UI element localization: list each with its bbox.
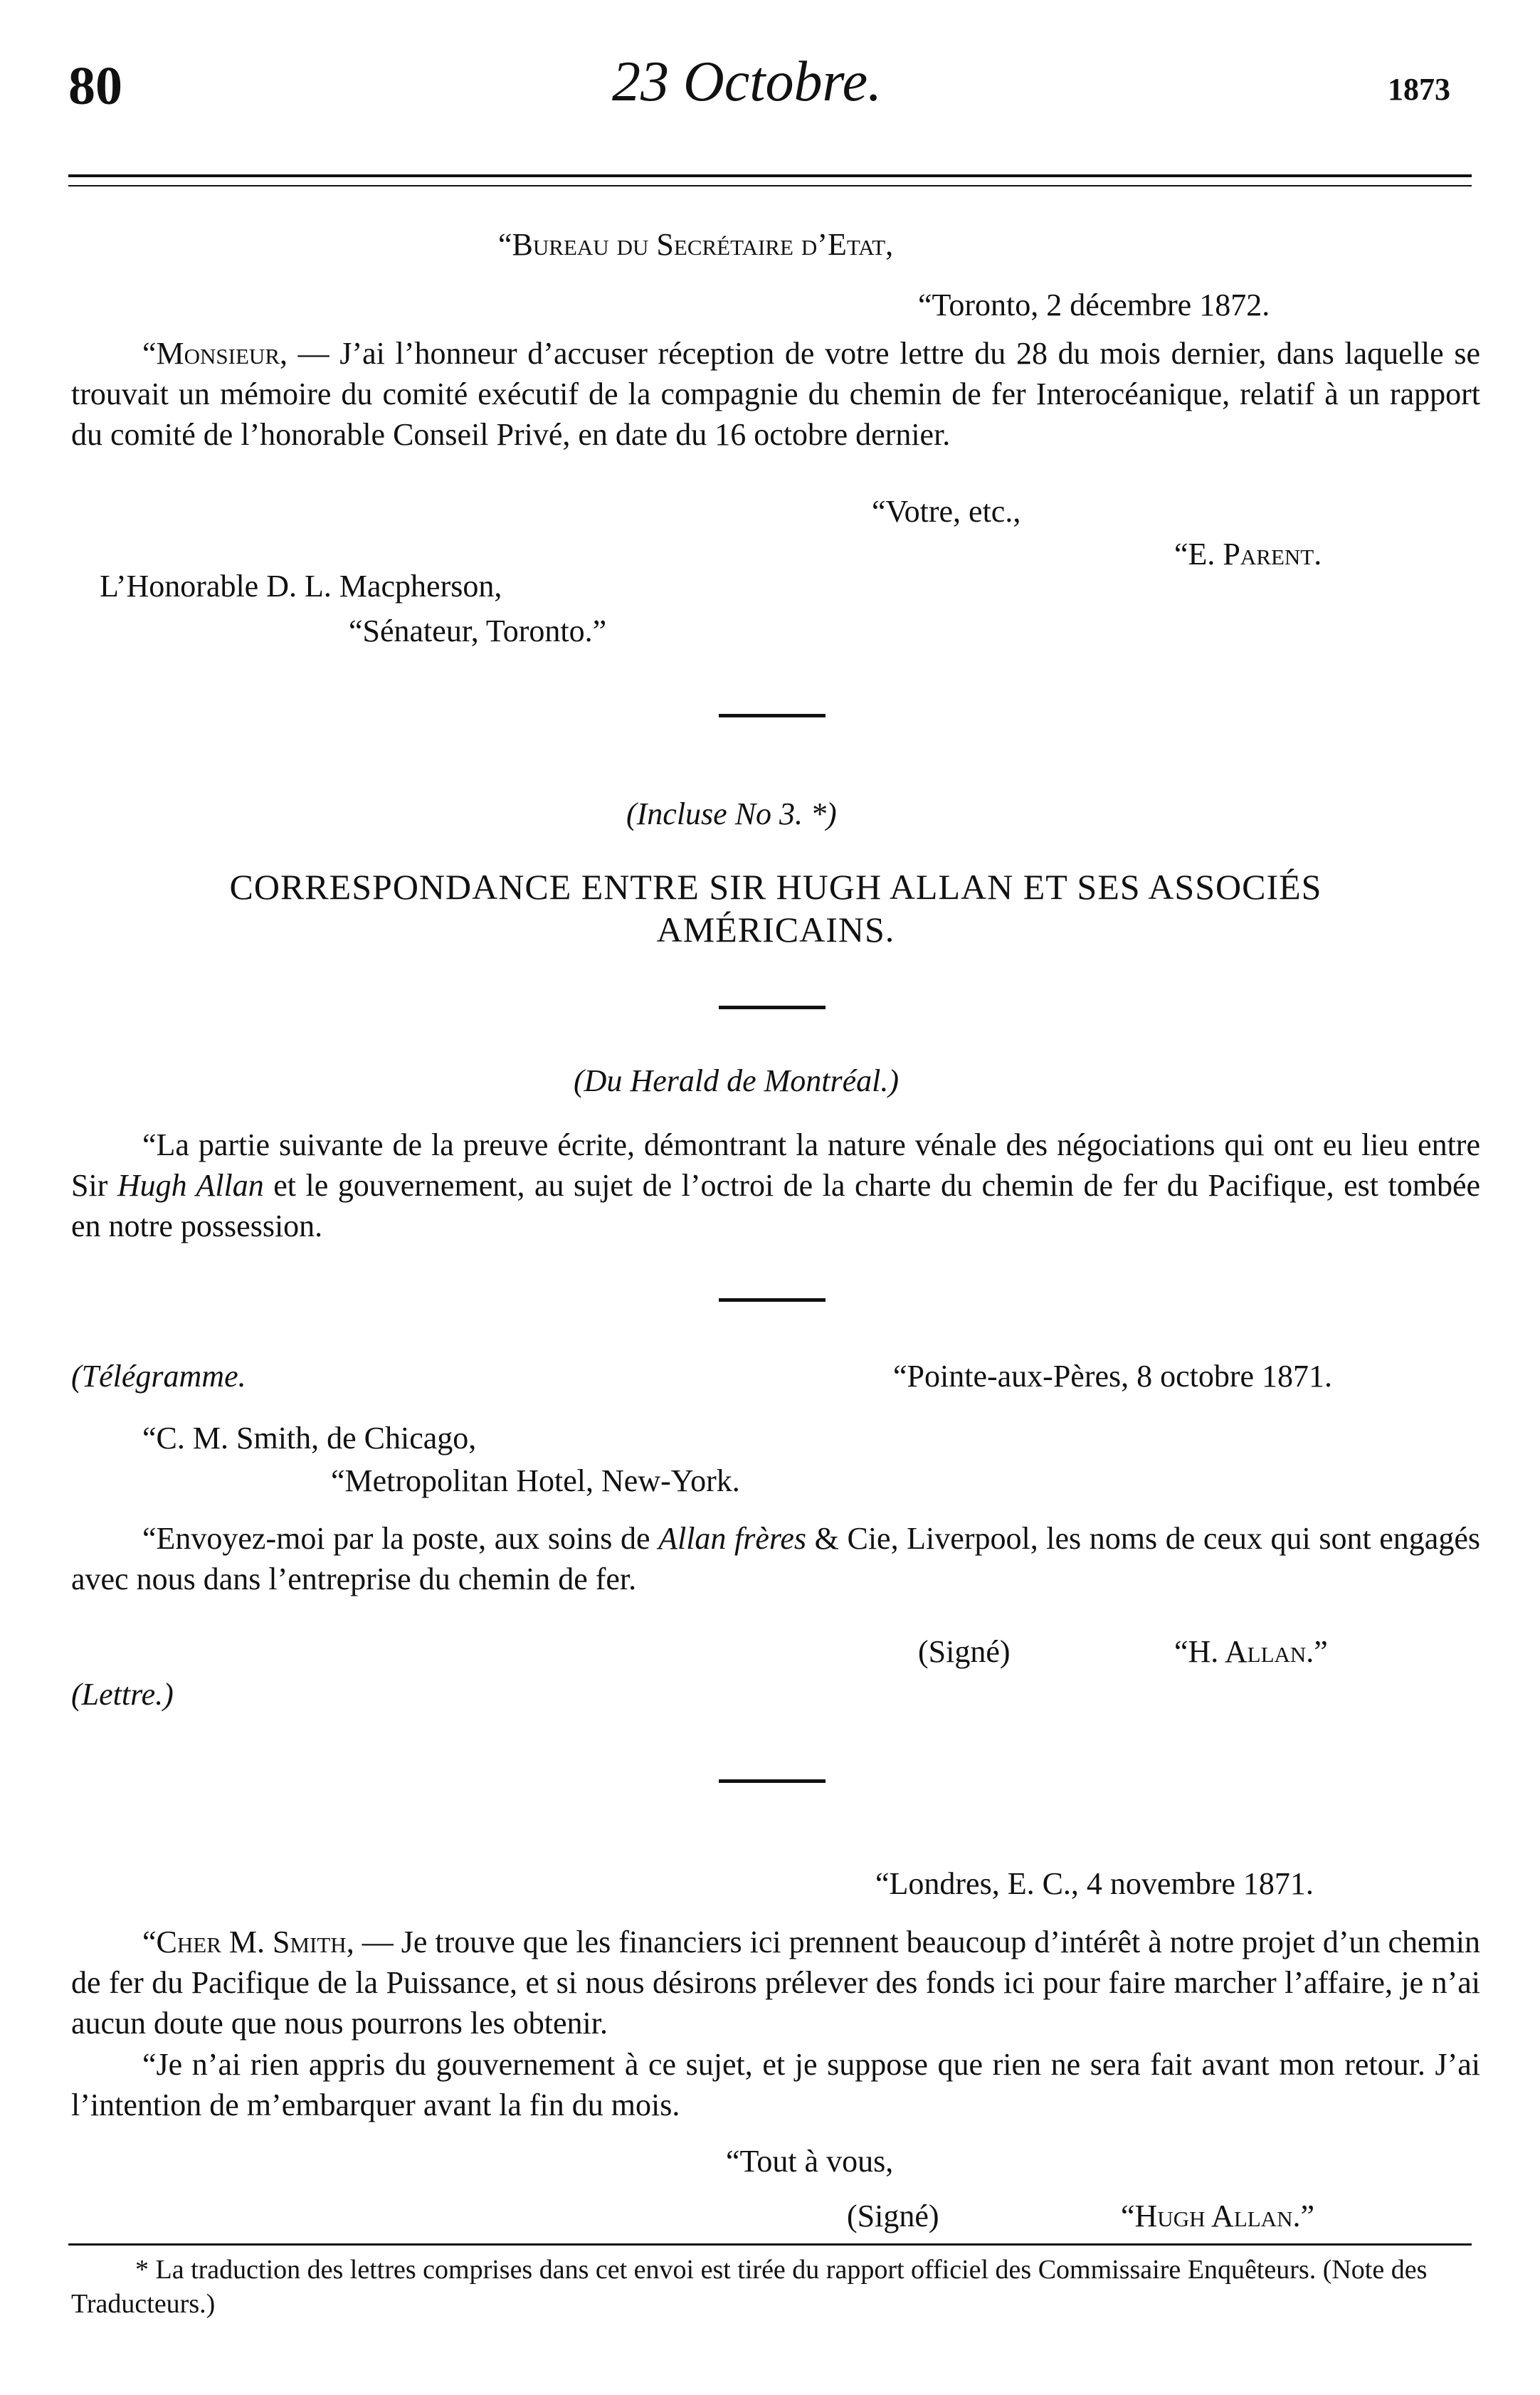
section-divider-4	[719, 1779, 826, 1783]
source-intro-part1: “La partie suivante de la preuve écrite, démontrant la nature vénale des négociations qui ont eu lieu entre Sir	[71, 1127, 1480, 1203]
section-divider-1	[719, 714, 826, 717]
correspondence-title-line2: AMÉRICAINS.	[656, 910, 895, 949]
enclosure-label: (Incluse No 3. *)	[626, 796, 837, 831]
telegram-place-date: “Pointe-aux-Pères, 8 octobre 1871.	[893, 1359, 1333, 1394]
section-divider-2	[719, 1006, 826, 1009]
letter2-place-date: “Londres, E. C., 4 novembre 1871.	[875, 1866, 1314, 1901]
telegram-body-firm: Allan frères	[658, 1521, 807, 1556]
source-intro-paragraph	[71, 1125, 1480, 1246]
telegram-signed: (Signé)	[918, 1634, 1011, 1669]
letter1-place-date: “Toronto, 2 décembre 1872.	[918, 288, 1270, 322]
telegram-label: (Télégramme.	[71, 1359, 246, 1394]
letter1-body: — J’ai l’honneur d’accuser réception de votre lettre du 28 du mois dernier, dans laquelle se trouvait un mémoire du comité exécutif de la compagnie du chemin de fer Interocéanique, relatif à un rapport du comité de l’honorable Conseil Privé, en date du 16 octobre dernier.	[71, 336, 1480, 452]
letter1-closing: “Votre, etc.,	[872, 494, 1021, 529]
letter1-paragraph	[71, 333, 1480, 455]
footnote-text: * La traduction des lettres comprises dans cet envoi est tirée du rapport officiel des Commissaire Enquêteurs. (Note des Traducteurs.)	[71, 2255, 1428, 2319]
letter1-signature: “E. Parent.	[1174, 537, 1322, 572]
source-intro-part2: et le gouvernement, au sujet de l’octroi de la charte du chemin de fer du Pacifique, est tombée en notre possession.	[71, 1168, 1480, 1243]
letter2-body1: — Je trouve que les financiers ici prennent beaucoup d’intérêt à notre projet d’un chemin de fer du Pacifique de la Puissance, et si nous désirons prélever des fonds ici pour faire marcher l’affaire, je n’ai aucun doute que nous pourrons les obtenir.	[71, 1925, 1480, 2041]
letter2-label: (Lettre.)	[71, 1677, 174, 1712]
letter2-signature: “Hugh Allan.”	[1121, 2199, 1314, 2233]
letter2-salutation: “Cher M. Smith,	[142, 1925, 354, 1959]
source-label: (Du Herald de Montréal.)	[574, 1063, 900, 1098]
letter1-addressee: L’Honorable D. L. Macpherson,	[100, 569, 502, 604]
telegram-body-part1: “Envoyez-moi par la poste, aux soins de	[142, 1521, 659, 1556]
section-divider-3	[719, 1298, 826, 1302]
letter2-paragraph-1	[71, 1922, 1480, 2043]
telegram-signature: “H. Allan.”	[1174, 1634, 1328, 1669]
page-year: 1873	[1388, 72, 1450, 107]
telegram-recipient: “C. M. Smith, de Chicago,	[142, 1421, 477, 1456]
telegram-body-part2: & Cie, Liverpool, les noms de ceux qui sont engagés avec nous dans l’entreprise du chemin de fer.	[71, 1521, 1480, 1596]
header-rule-bottom	[68, 185, 1472, 186]
letter2-signed: (Signé)	[847, 2199, 939, 2233]
letter2-closing: “Tout à vous,	[726, 2144, 894, 2179]
header-rule-top	[68, 174, 1472, 177]
source-intro-name: Hugh Allan	[117, 1168, 264, 1203]
page-date: 23 Octobre.	[612, 51, 882, 113]
telegram-recipient-address: “Metropolitan Hotel, New-York.	[331, 1463, 740, 1498]
correspondence-title-line1: CORRESPONDANCE ENTRE SIR HUGH ALLAN ET SES ASSOCIÉS	[229, 867, 1322, 907]
letter1-addressee-title: “Sénateur, Toronto.”	[349, 614, 607, 648]
letter2-paragraph-2: “Je n’ai rien appris du gouvernement à ce sujet, et je suppose que rien ne sera fait avant mon retour. J’ai l’intention de m’embarquer avant la fin du mois.	[71, 2047, 1480, 2122]
letter1-salutation: “Monsieur,	[142, 336, 288, 371]
bureau-heading: “Bureau du Secrétaire d’Etat,	[498, 227, 894, 262]
telegram-body	[71, 1518, 1480, 1599]
page-number: 80	[68, 56, 122, 116]
footnote-rule	[68, 2243, 1472, 2246]
